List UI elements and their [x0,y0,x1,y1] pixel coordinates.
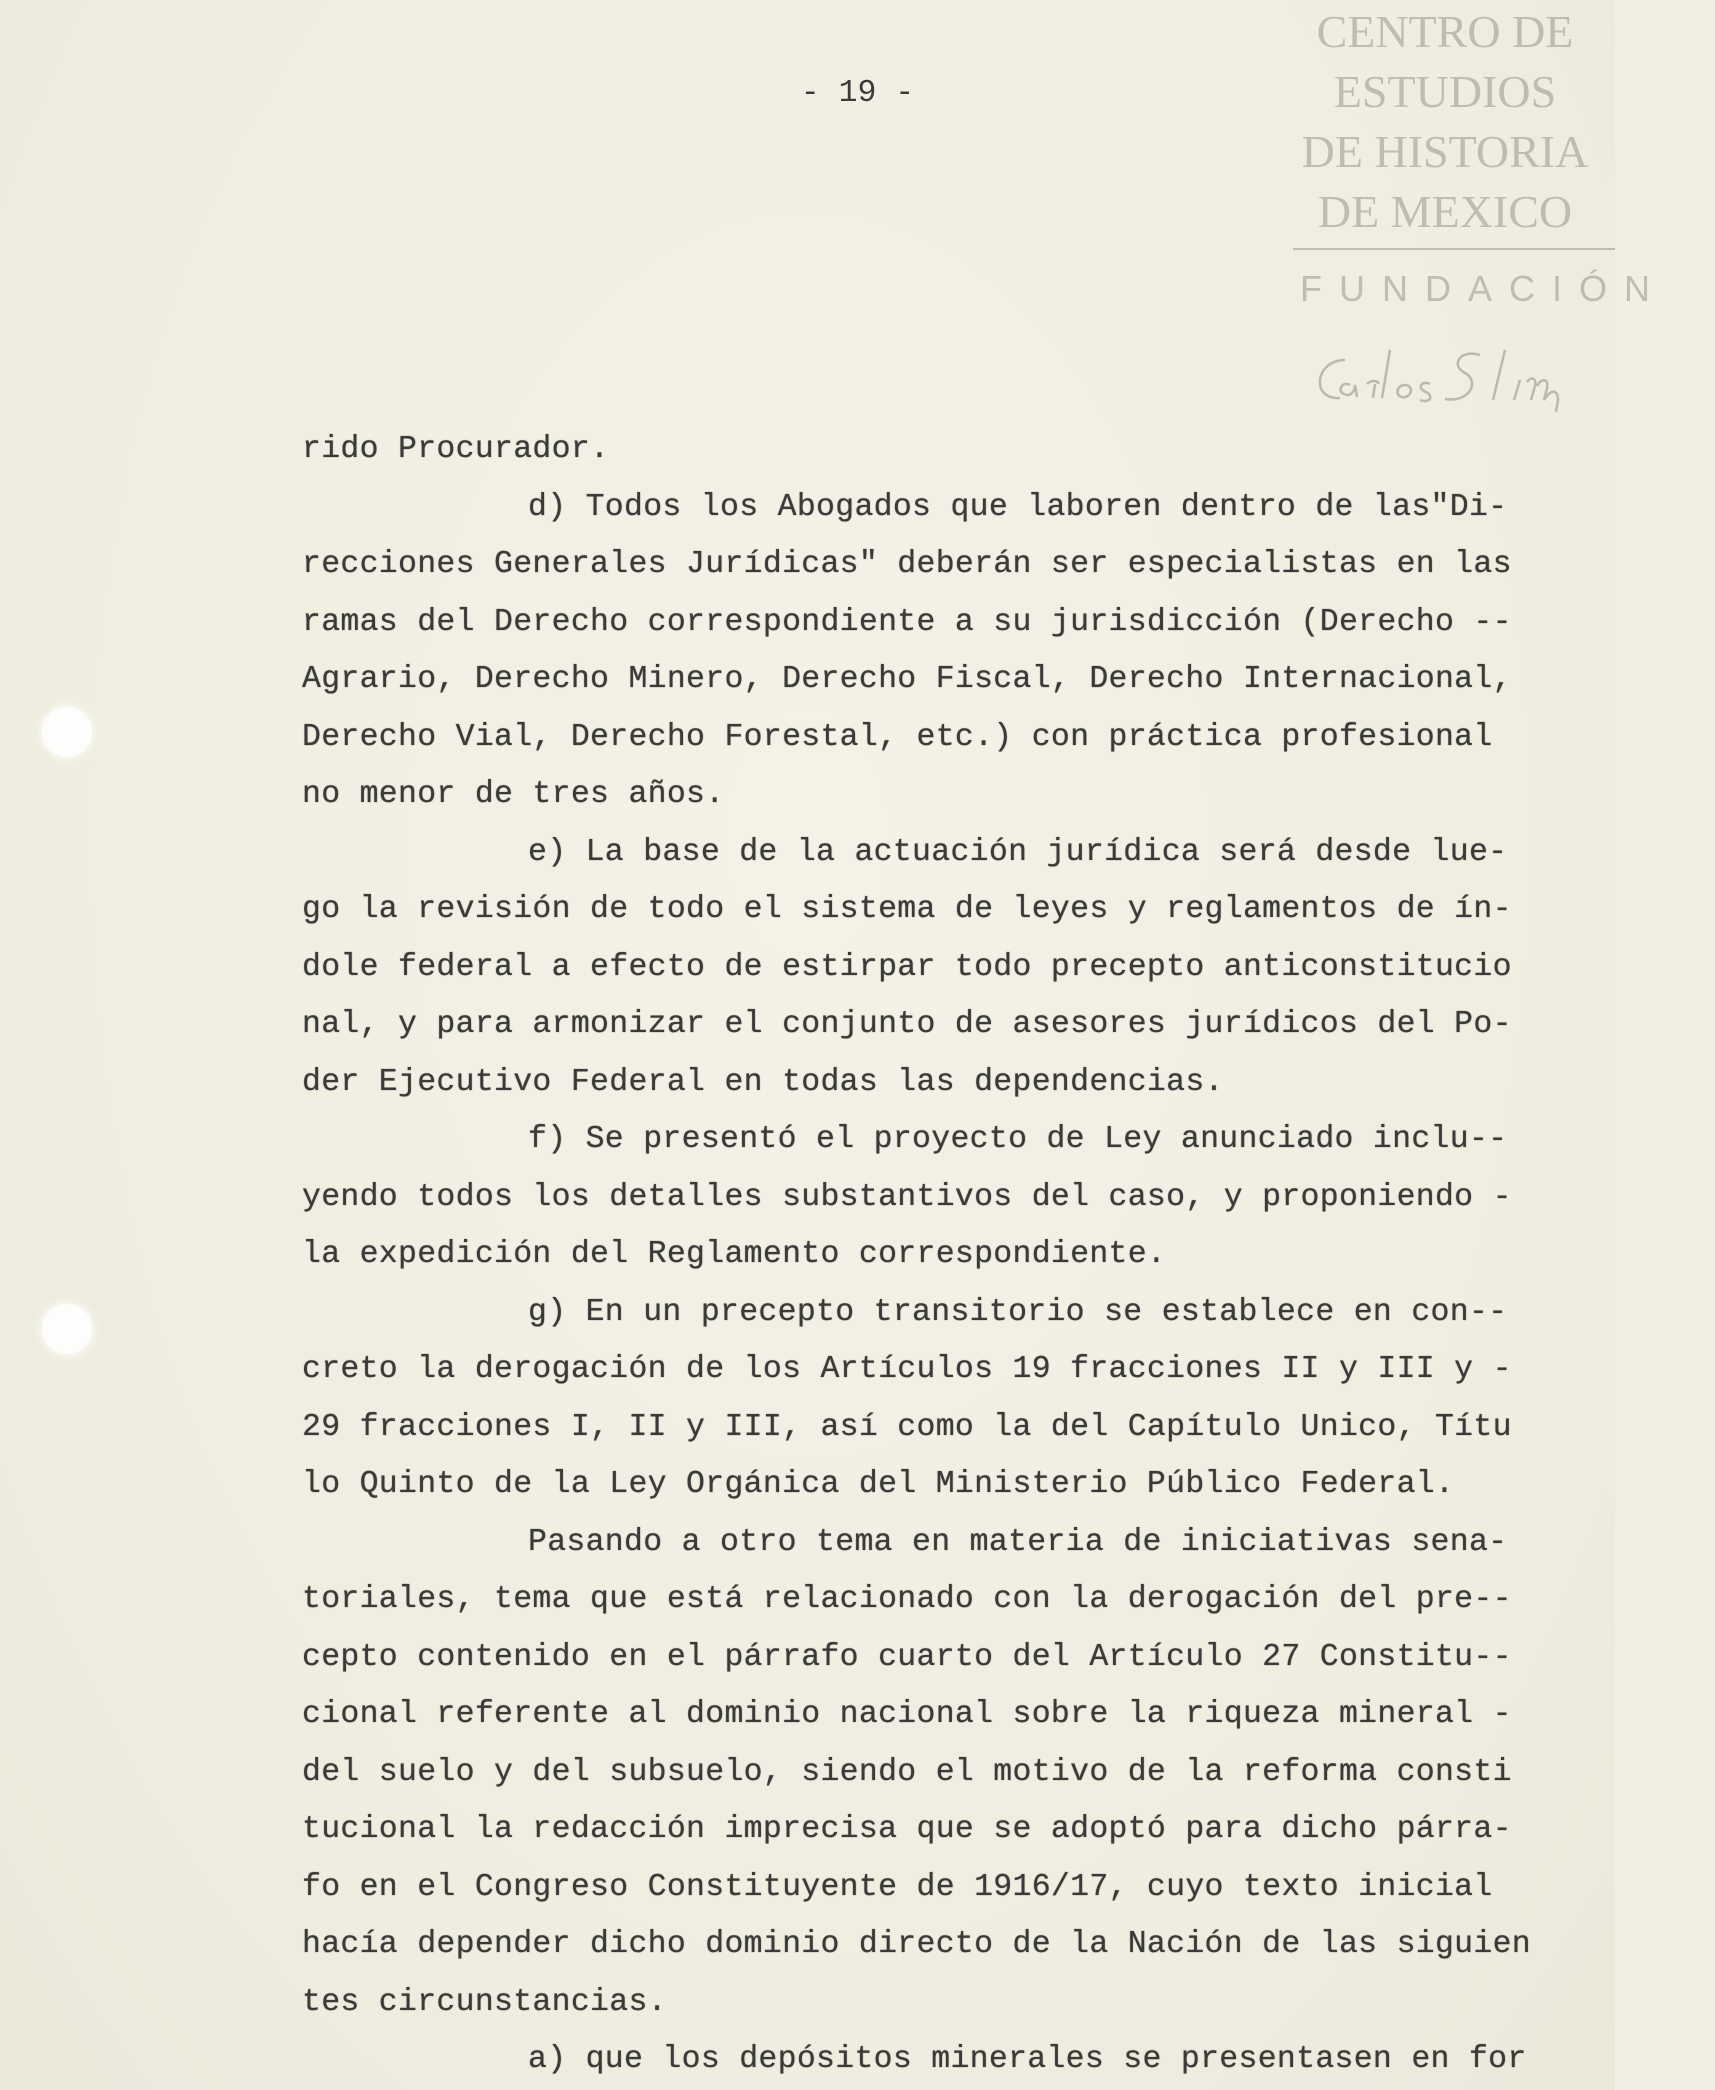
text-line: hacía depender dicho dominio directo de la Nación de las siguien [302,1927,1531,1962]
text-line: a) que los depósitos minerales se presentasen en for [528,2042,1527,2077]
text-line: yendo todos los detalles substantivos del caso, y proponiendo - [302,1179,1512,1215]
text-line: tes circunstancias. [302,1984,667,2020]
text-line: cional referente al dominio nacional sobre la riqueza mineral - [302,1697,1512,1732]
text-line: g) En un precepto transitorio se establece en con-- [528,1294,1508,1330]
text-line: recciones Generales Jurídicas" deberán ser especialistas en las [302,547,1512,582]
text-line: go la revisión de todo el sistema de leyes y reglamentos de ín- [302,892,1512,927]
signature-logo [1305,340,1605,410]
text-line: nal, y para armonizar el conjunto de asesores jurídicos del Po- [302,1007,1512,1042]
page-number: - 19 - [800,76,915,111]
watermark-foundation: FUNDACIÓN [1300,268,1667,309]
watermark-line: DE MEXICO [1317,186,1573,237]
text-line: rido Procurador. [302,432,610,467]
text-line: no menor de tres años. [302,777,725,812]
text-line: tucional la redacción imprecisa que se adoptó para dicho párra- [302,1812,1512,1847]
text-line: la expedición del Reglamento correspondiente. [302,1237,1167,1272]
text-line: 29 fracciones I, II y III, así como la del Capítulo Unico, Títu [302,1409,1512,1445]
text-line: d) Todos los Abogados que laboren dentro de las"Di- [528,489,1508,525]
text-line: Pasando a otro tema en materia de iniciativas sena- [528,1524,1508,1560]
watermark-line: ESTUDIOS [1333,66,1557,117]
text-line: e) La base de la actuación jurídica será desde lue- [528,834,1508,870]
text-line: Agrario, Derecho Minero, Derecho Fiscal, Derecho Internacional, [302,662,1512,697]
text-line: del suelo y del subsuelo, siendo el motivo de la reforma consti [302,1754,1512,1790]
text-line: f) Se presentó el proyecto de Ley anunciado inclu-- [528,1122,1508,1157]
text-line: ramas del Derecho correspondiente a su jurisdicción (Derecho -- [302,604,1512,640]
text-line: lo Quinto de la Ley Orgánica del Ministerio Público Federal. [302,1467,1455,1502]
text-line: toriales, tema que está relacionado con la derogación del pre-- [302,1582,1512,1617]
text-line: der Ejecutivo Federal en todas las dependencias. [302,1064,1224,1100]
text-line: creto la derogación de los Artículos 19 fracciones II y III y - [302,1352,1512,1387]
text-line: cepto contenido en el párrafo cuarto del Artículo 27 Constitu-- [302,1639,1512,1675]
watermark-line: DE HISTORIA [1301,126,1589,177]
punch-hole [42,1304,92,1354]
watermark-line: CENTRO DE [1316,6,1574,57]
punch-hole [42,707,92,757]
text-line: fo en el Congreso Constituyente de 1916/17, cuyo texto inicial [302,1869,1493,1905]
text-line: dole federal a efecto de estirpar todo precepto anticonstitucio [302,949,1512,985]
text-line: Derecho Vial, Derecho Forestal, etc.) con práctica profesional [302,719,1493,755]
watermark-divider [1293,248,1615,250]
